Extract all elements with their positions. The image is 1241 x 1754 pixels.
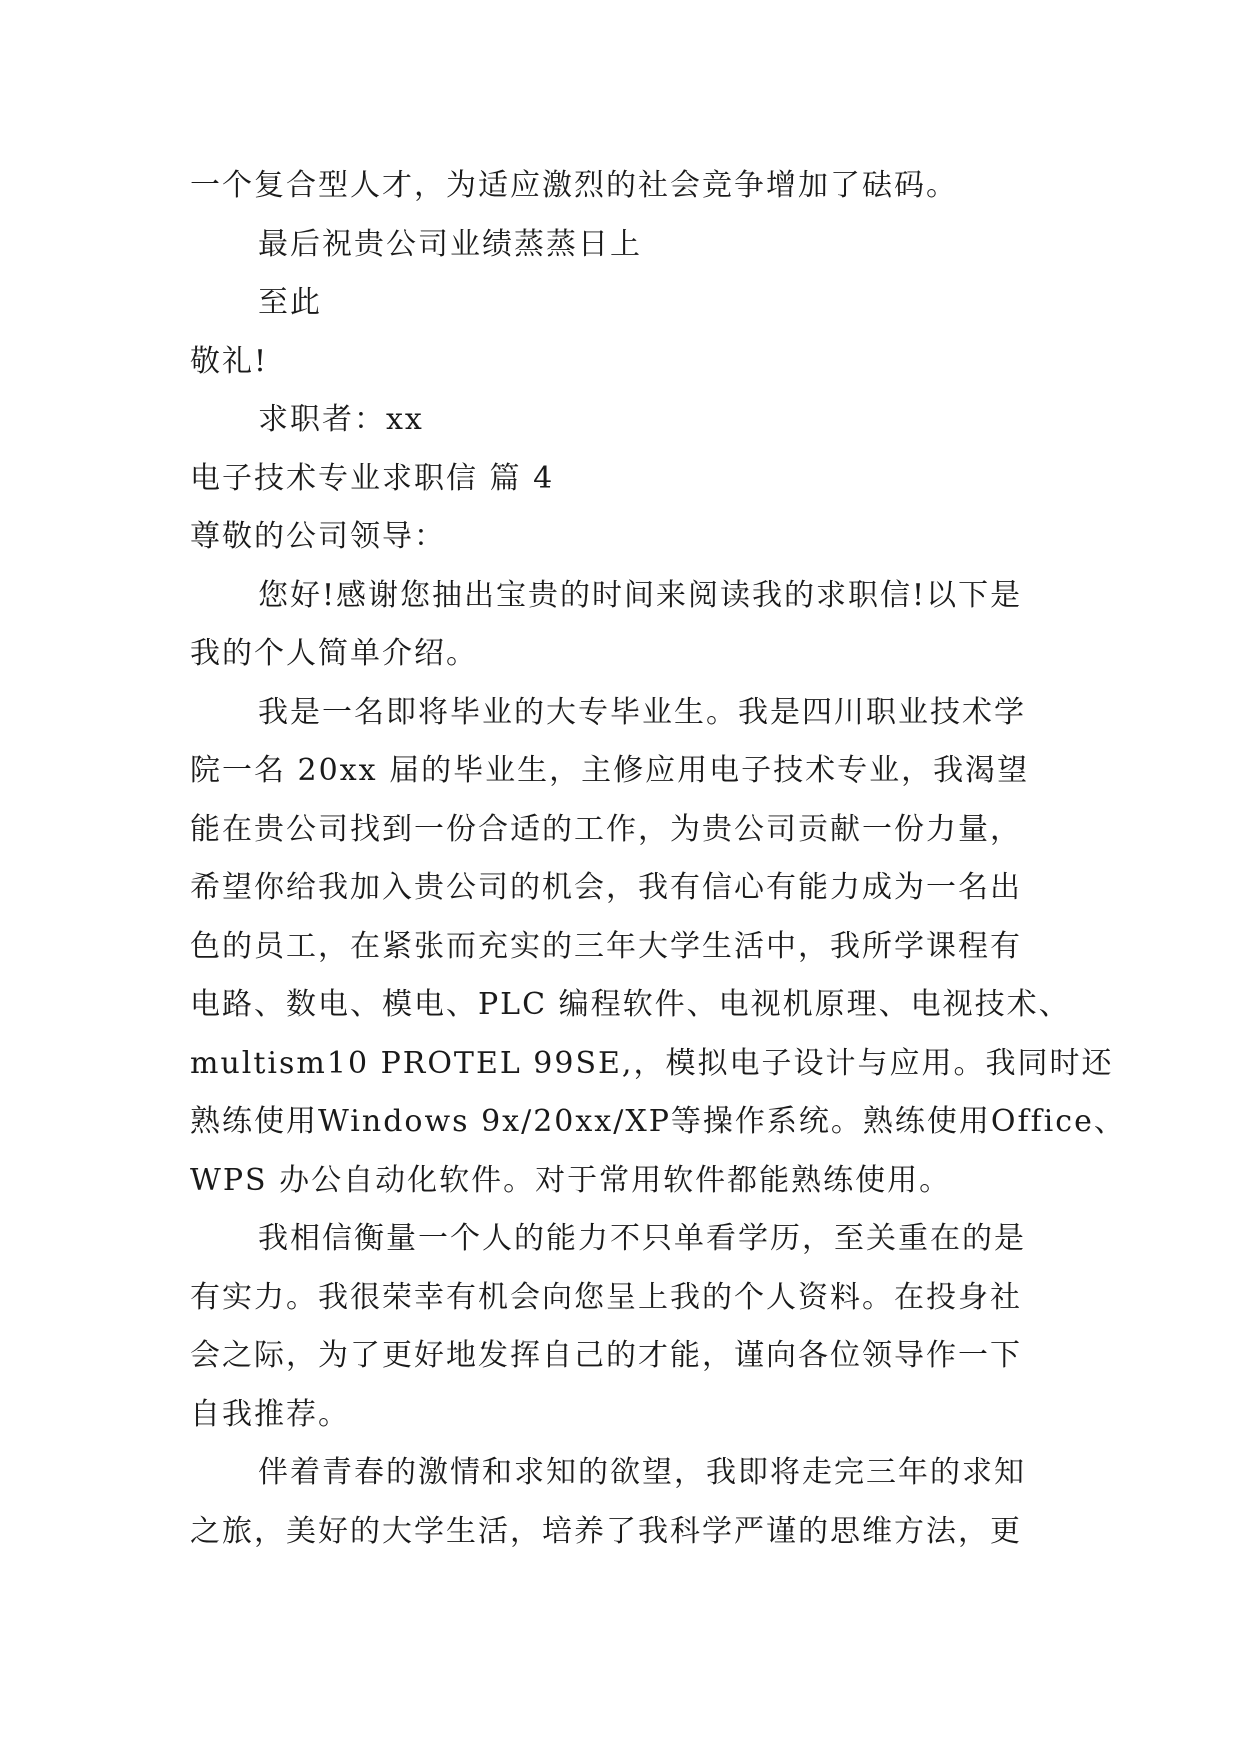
closing-wish: 最后祝贵公司业绩蒸蒸日上 (258, 226, 642, 262)
paragraph-line: 电路、数电、模电、PLC 编程软件、电视机原理、电视技术、 (190, 987, 1071, 1022)
paragraph-line: 伴着青春的激情和求知的欲望，我即将走完三年的求知 (258, 1455, 1026, 1490)
paragraph-line: 我是一名即将毕业的大专毕业生。我是四川职业技术学 (258, 694, 1026, 730)
paragraph-line: 您好!感谢您抽出宝贵的时间来阅读我的求职信!以下是 (258, 577, 1023, 613)
paragraph-line: 自我推荐。 (190, 1396, 350, 1432)
paragraph-line: WPS 办公自动化软件。对于常用软件都能熟练使用。 (190, 1162, 952, 1198)
paragraph-line: 我相信衡量一个人的能力不只单看学历，至关重在的是 (258, 1221, 1026, 1256)
paragraph-line: 希望你给我加入贵公司的机会，我有信心有能力成为一名出 (190, 870, 1022, 905)
signature: 求职者：xx (258, 402, 424, 437)
paragraph-line: 色的员工，在紧张而充实的三年大学生活中，我所学课程有 (190, 928, 1022, 964)
greeting: 尊敬的公司领导： (190, 519, 446, 554)
paragraph-line: 一个复合型人才，为适应激烈的社会竞争增加了砝码。 (190, 168, 958, 203)
section-title: 电子技术专业求职信 篇 4 (190, 460, 555, 496)
document-body (190, 157, 1126, 1561)
paragraph-line: 我的个人简单介绍。 (190, 636, 478, 671)
paragraph-line: 会之际，为了更好地发挥自己的才能，谨向各位领导作一下 (190, 1338, 1022, 1373)
paragraph-line: multism10 PROTEL 99SE,，模拟电子设计与应用。我同时还 (190, 1045, 1114, 1081)
paragraph-line: 能在贵公司找到一份合适的工作，为贵公司贡献一份力量， (190, 811, 1022, 847)
paragraph-line: 院一名 20xx 届的毕业生，主修应用电子技术专业，我渴望 (190, 753, 1030, 788)
paragraph-line: 之旅，美好的大学生活，培养了我科学严谨的思维方法，更 (190, 1513, 1022, 1549)
paragraph-line: 熟练使用Windows 9x/20xx/XP等操作系统。熟练使用Office、 (190, 1104, 1126, 1139)
salutation-regards: 敬礼! (190, 343, 269, 379)
closing-phrase: 至此 (258, 285, 322, 320)
paragraph-line: 有实力。我很荣幸有机会向您呈上我的个人资料。在投身社 (190, 1279, 1022, 1315)
